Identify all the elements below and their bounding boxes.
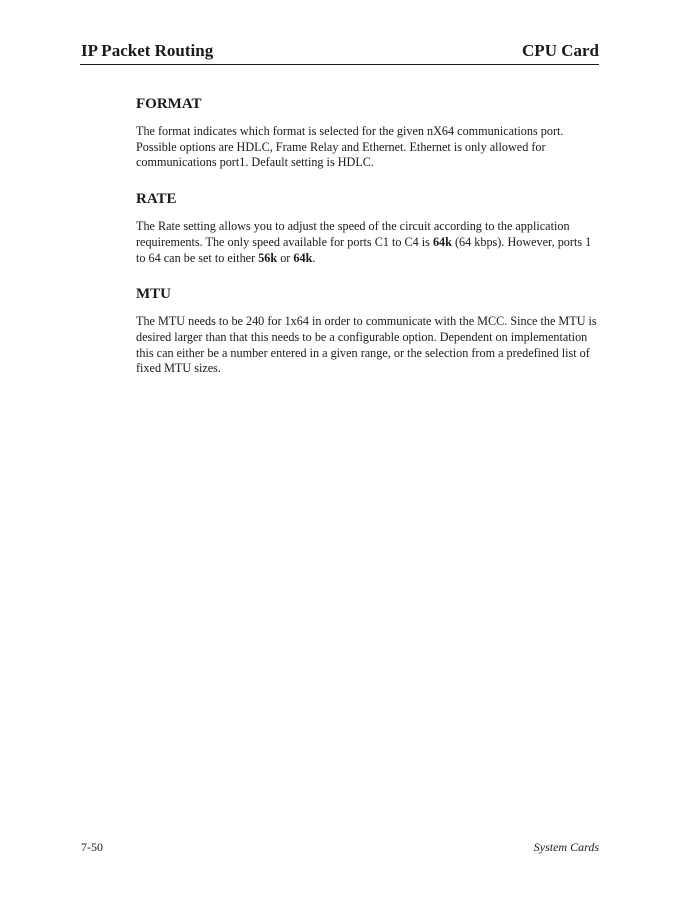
- section-body-mtu: The MTU needs to be 240 for 1x64 in order to communicate with the MCC. Since the MTU is desired larger than that this needs to be a configurable option. Dependent on implementation this can either be a number entered in a given range, or the selection from a predefined list of fixed MTU sizes.: [136, 314, 597, 376]
- section-mtu: [136, 284, 601, 377]
- section-format: [136, 94, 601, 171]
- page-footer: [80, 840, 599, 858]
- rate-speed-64k: 64k: [432, 234, 452, 249]
- section-heading-format: FORMAT: [136, 96, 202, 112]
- footer-chapter-title: System Cards: [533, 840, 599, 854]
- rate-text-3: or: [277, 250, 294, 265]
- rate-text-4: .: [312, 250, 316, 265]
- page-content: [136, 94, 601, 395]
- section-body-rate: [136, 219, 601, 266]
- section-body-format: The format indicates which format is selected for the given nX64 communications port. Possible options are HDLC, Frame Relay and Ethernet. Ethernet is only allowed for communications port1. Default setting is HDLC.: [136, 124, 564, 170]
- header-section-title: IP Packet Routing: [81, 41, 214, 60]
- section-heading-mtu: MTU: [136, 286, 171, 303]
- page-number: 7-50: [81, 840, 103, 854]
- rate-text-2: (64 kbps). However, ports 1 to 64 can be set to either: [136, 234, 592, 265]
- page-header: [80, 38, 599, 65]
- section-rate: [136, 189, 601, 266]
- header-card-title: CPU Card: [522, 41, 599, 60]
- rate-speed-56k: 56k: [258, 250, 278, 265]
- section-heading-rate: RATE: [136, 191, 177, 208]
- rate-speed-64k-alt: 64k: [293, 250, 313, 265]
- rate-text-1: The Rate setting allows you to adjust the speed of the circuit according to the application requirements. The only speed available for ports C1 to C4 is: [136, 219, 570, 249]
